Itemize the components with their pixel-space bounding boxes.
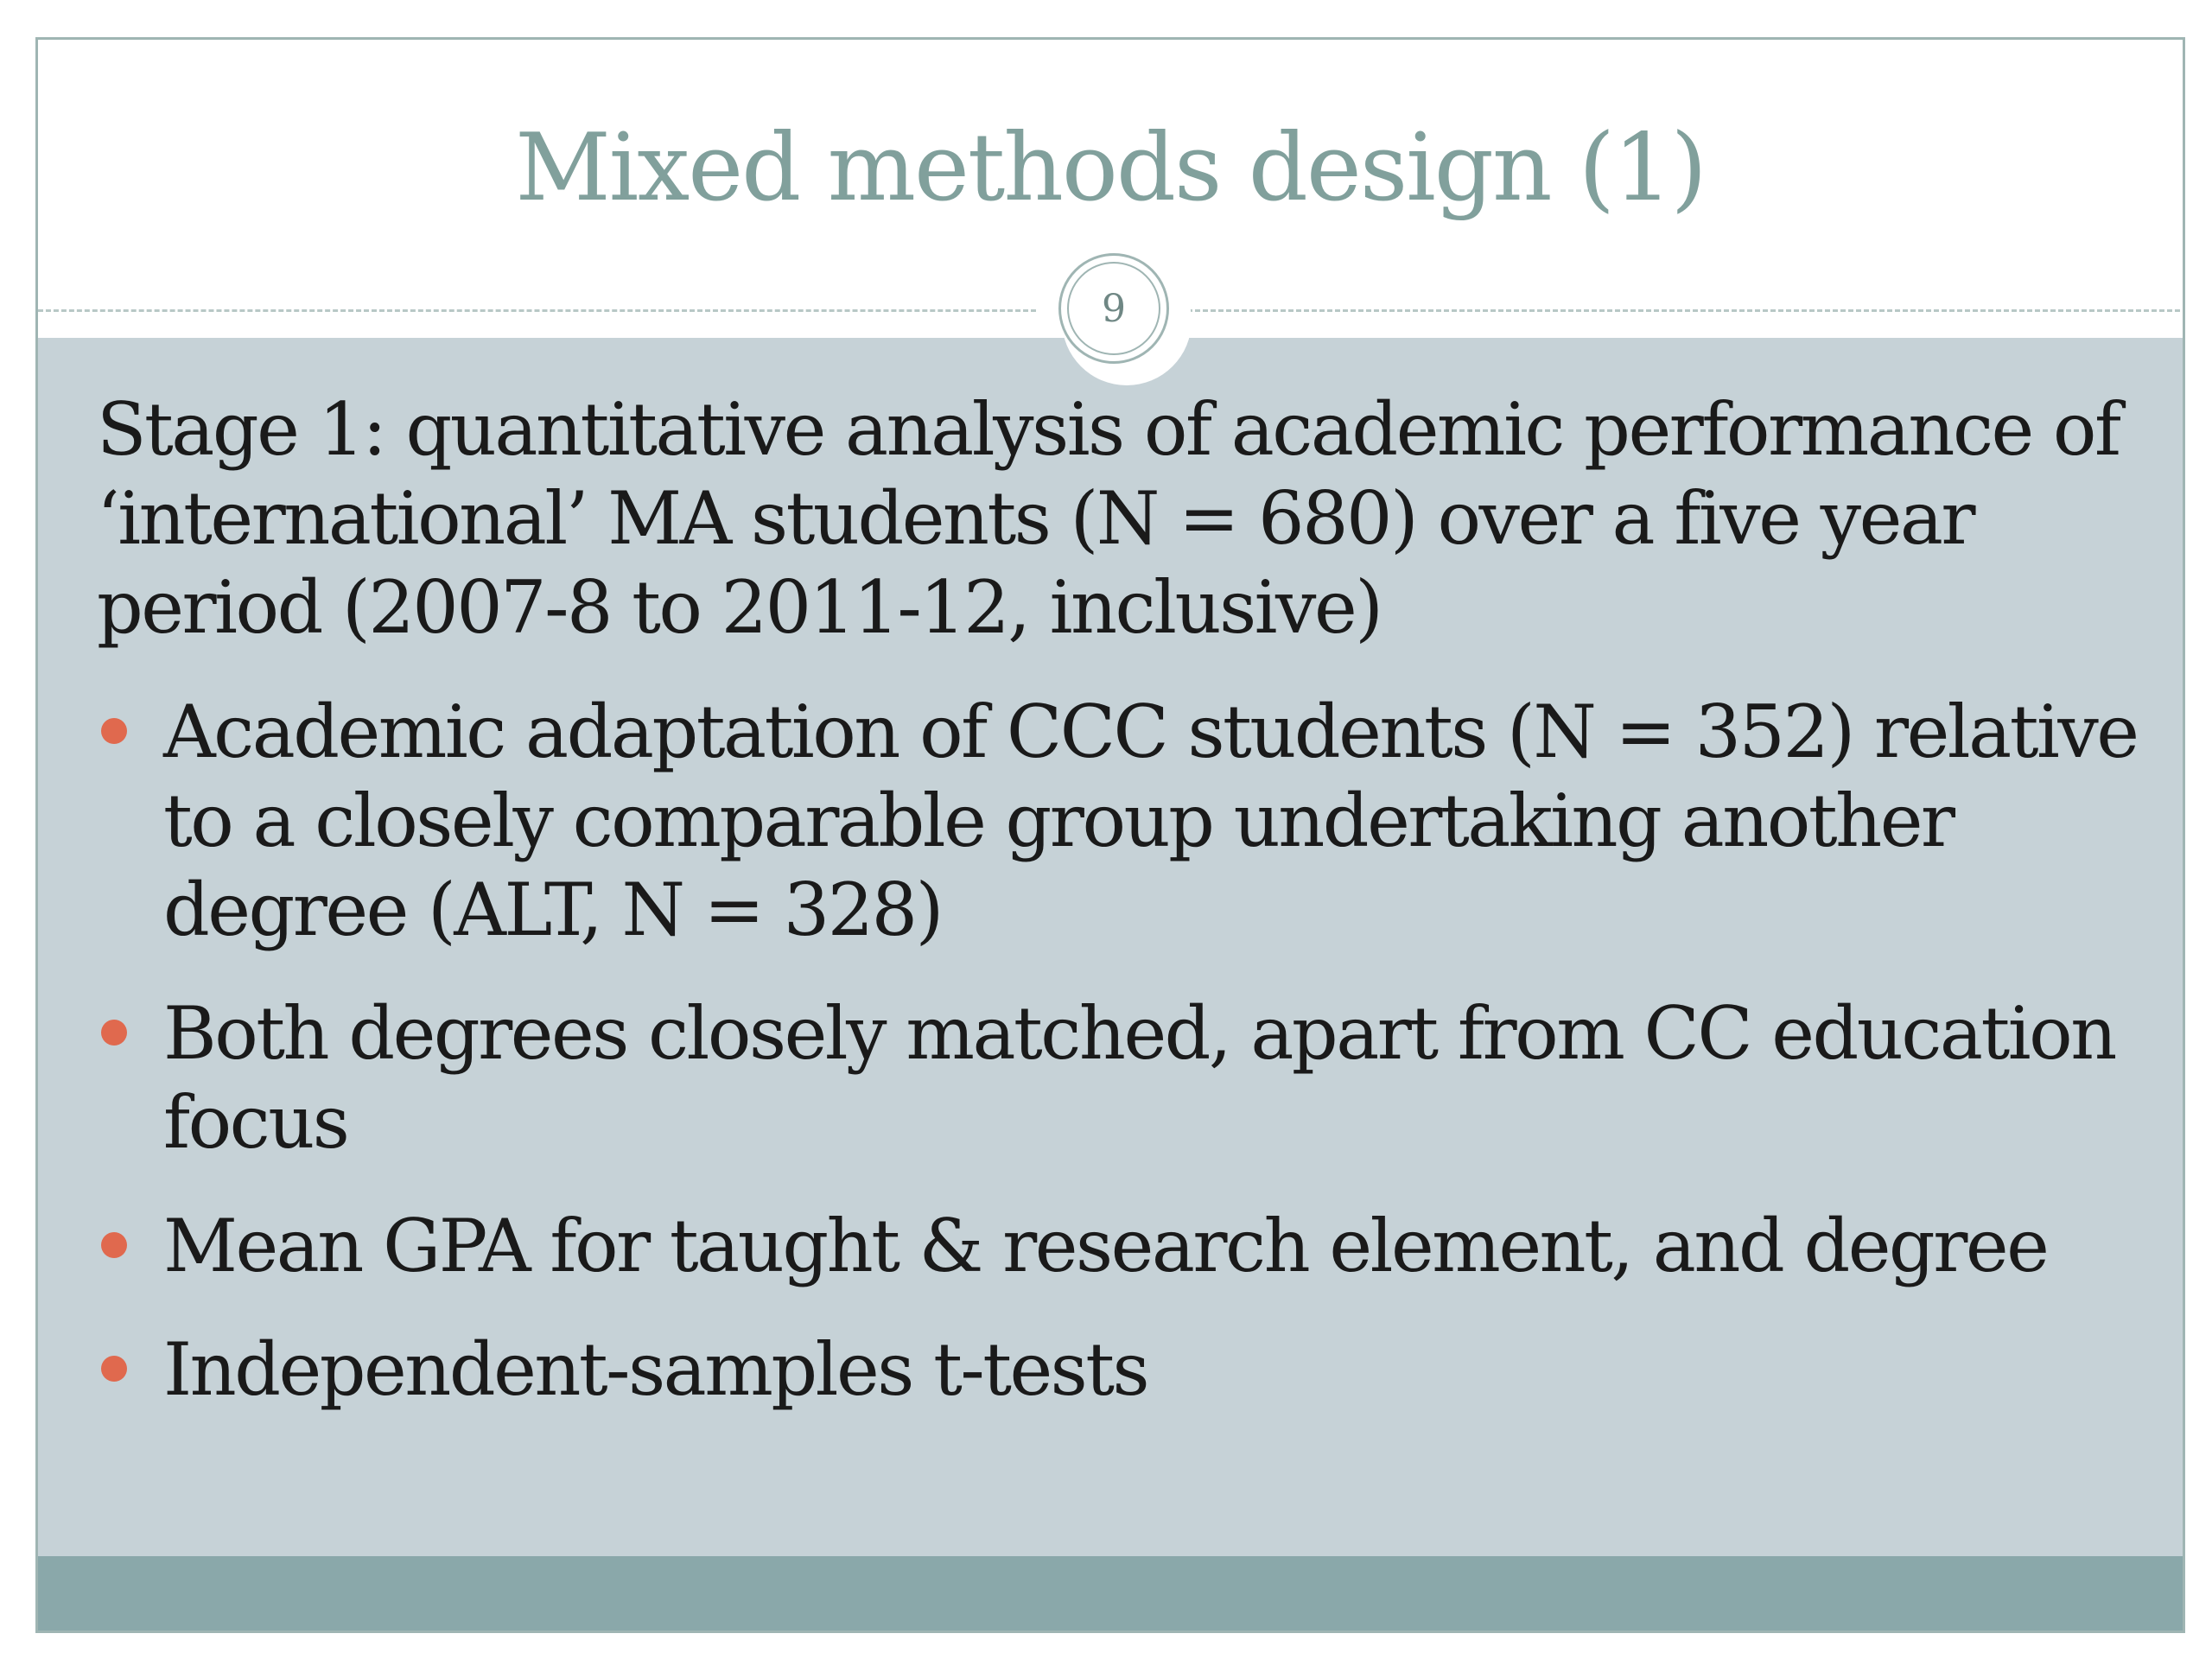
bullet-item [97,688,2171,955]
bullet-text: Mean GPA for taught & research element, and degree [163,1204,2048,1288]
bullet-dot-icon [101,1232,127,1258]
bullet-item [97,989,2171,1167]
title-divider-left [38,309,1036,312]
bullet-text: Both degrees closely matched, apart from CC education focus [163,991,2115,1165]
bullet-dot-icon [101,1356,127,1382]
lead-paragraph: Stage 1: quantitative analysis of academic performance of ‘international’ MA students (N = 680) over a five year period (2007-8 to 2011-12, inclusive) [97,387,2120,650]
bullet-dot-icon [101,1020,127,1046]
page-number-circle [1058,253,1169,364]
bullet-dot-icon [101,718,127,744]
bullet-list [97,688,2171,1449]
bullet-item [97,1202,2171,1291]
slide [35,37,2185,1633]
title-divider-right [1187,309,2185,312]
bullet-item [97,1325,2171,1414]
slide-title: Mixed methods design (1) [515,114,1706,222]
page-number: 9 [1067,262,1160,355]
bullet-text: Independent-samples t-tests [163,1327,1148,1412]
bullet-text: Academic adaptation of CCC students (N = 352) relative to a closely comparable group undertaking another degree (ALT, N = 328) [163,690,2138,952]
footer-bar [38,1556,2183,1633]
